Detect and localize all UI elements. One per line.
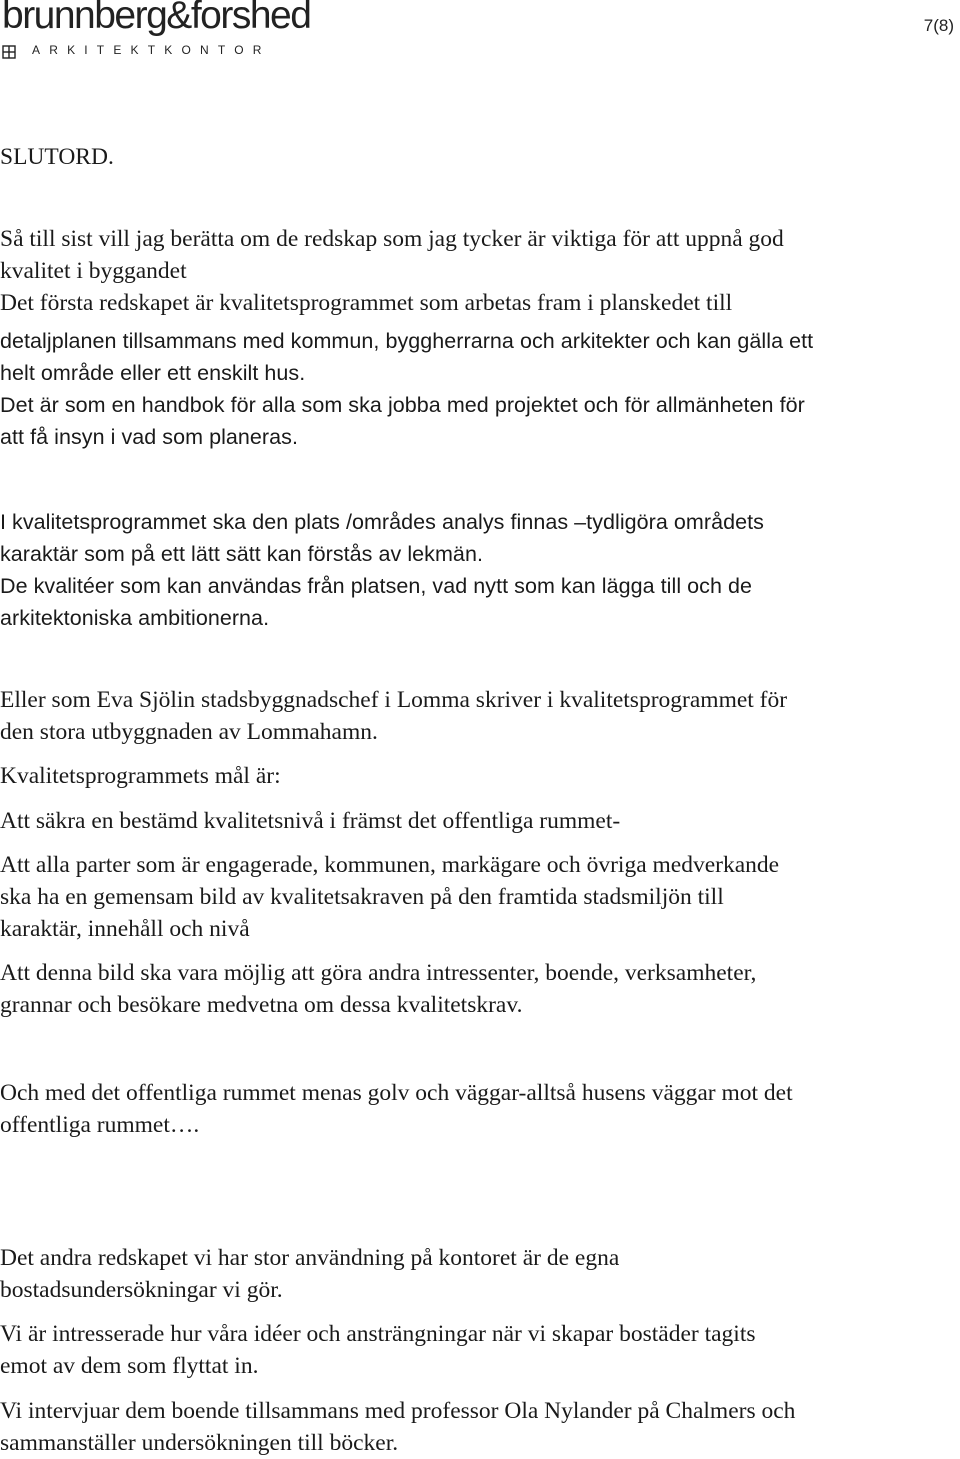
- paragraph-kvalitetsprogrammet: I kvalitetsprogrammet ska den plats /områdes analys finnas –tydligöra områdets karaktär som på ett lätt sätt kan förstås av lekmän. De kvalitéer som kan användas från platsen, vad nytt som kan lägga till och de arkitektoniska ambitionerna.: [0, 510, 764, 630]
- paragraph-intresserade: Vi är intresserade hur våra idéer och ansträngningar när vi skapar bostäder tagits emot av dem som flyttat in.: [0, 1321, 756, 1379]
- paragraph-goal-1: Att säkra en bestämd kvalitetsnivå i främst det offentliga rummet-: [0, 808, 621, 834]
- paragraph-goal-2: Att alla parter som är engagerade, kommunen, markägare och övriga medverkande ska ha en gemensam bild av kvalitetsakraven på den framtida stadsmiljön till karaktär, innehåll och nivå: [0, 852, 780, 942]
- paragraph-offentliga-rummet: Och med det offentliga rummet menas golv och väggar-alltså husens väggar mot det offentliga rummet….: [0, 1080, 793, 1138]
- page-number: 7(8): [923, 16, 954, 35]
- paragraph-intervjuar: Vi intervjuar dem boende tillsammans med professor Ola Nylander på Chalmers och sammanställer undersökningen till böcker.: [0, 1398, 796, 1456]
- paragraph-intro: Så till sist vill jag berätta om de redskap som jag tycker är viktiga för att uppnå god kvalitet i byggandet Det första redskapet är kvalitetsprogrammet som arbetas fram i planskedet till: [0, 226, 784, 316]
- paragraph-goals-heading: Kvalitetsprogrammets mål är:: [0, 763, 281, 789]
- logo-wordmark: brunnberg&forshed: [2, 0, 311, 37]
- grid-logo-icon: [2, 45, 16, 59]
- paragraph-goal-3: Att denna bild ska vara möjlig att göra andra intressenter, boende, verksamheter, grannar och besökare medvetna om dessa kvalitetskrav.: [0, 960, 757, 1018]
- paragraph-eva-sjolin: Eller som Eva Sjölin stadsbyggnadschef i Lomma skriver i kvalitetsprogrammet för den stora utbyggnaden av Lommahamn.: [0, 687, 788, 745]
- paragraph-detaljplanen: detaljplanen tillsammans med kommun, byggherrarna och arkitekter och kan gälla ett helt område eller ett enskilt hus. Det är som en handbok för alla som ska jobba med projektet och för allmänheten för att få insyn i vad som planeras.: [0, 329, 814, 449]
- paragraph-bostadsundersokningar: Det andra redskapet vi har stor användning på kontoret är de egna bostadsundersökningar vi gör.: [0, 1245, 620, 1303]
- company-logo: [2, 0, 311, 66]
- page-heading: SLUTORD.: [0, 144, 114, 170]
- logo-subtitle: ARKITEKTKONTOR: [32, 43, 271, 57]
